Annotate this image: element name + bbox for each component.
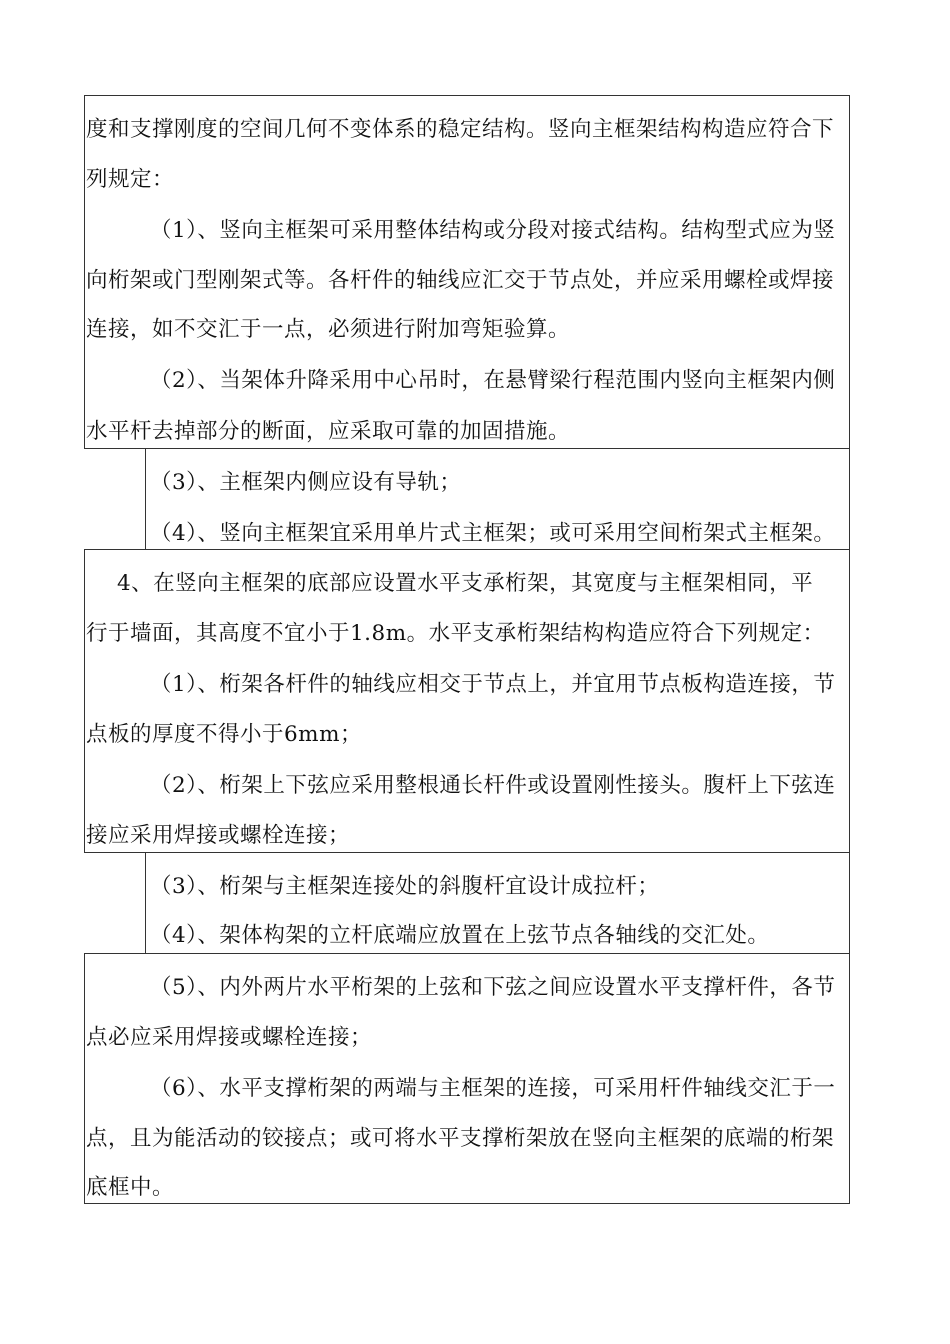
text-line: （3）、桁架与主框架连接处的斜腹杆宜设计成拉杆；	[150, 874, 660, 899]
text-line: 底框中。	[86, 1175, 175, 1200]
text-line: 行于墙面，其高度不宜小于1.8m。水平支承桁架结构构造应符合下列规定：	[86, 621, 825, 646]
text-line: 水平杆去掉部分的断面，应采取可靠的加固措施。	[86, 419, 571, 444]
text-line: （4）、竖向主框架宜采用单片式主框架；或可采用空间桁架式主框架。	[150, 521, 836, 546]
text-line: （1）、竖向主框架可采用整体结构或分段对接式结构。结构型式应为竖	[150, 218, 836, 243]
text-line: 度和支撑刚度的空间几何不变体系的稳定结构。竖向主框架结构构造应符合下	[86, 117, 835, 142]
text-line: （1）、桁架各杆件的轴线应相交于节点上，并宜用节点板构造连接，节	[150, 672, 836, 697]
text-line: （2）、桁架上下弦应采用整根通长杆件或设置刚性接头。腹杆上下弦连	[150, 773, 836, 798]
text-line: 点板的厚度不得小于6mm；	[86, 722, 362, 747]
text-line: （3）、主框架内侧应设有导轨；	[150, 470, 462, 495]
text-line: 列规定：	[86, 167, 175, 192]
text-line: 点，且为能活动的铰接点；或可将水平支撑桁架放在竖向主框架的底端的桁架	[86, 1126, 835, 1151]
text-line: （4）、架体构架的立杆底端应放置在上弦节点各轴线的交汇处。	[150, 923, 770, 948]
text-line: 接应采用焊接或螺栓连接；	[86, 823, 351, 848]
text-line: 连接，如不交汇于一点，必须进行附加弯矩验算。	[86, 317, 571, 342]
text-line: （2）、当架体升降采用中心吊时，在悬臂梁行程范围内竖向主框架内侧	[150, 368, 836, 393]
text-line: 点必应采用焊接或螺栓连接；	[86, 1025, 373, 1050]
text-line: （6）、水平支撑桁架的两端与主框架的连接，可采用杆件轴线交汇于一	[150, 1076, 836, 1101]
text-line: 向桁架或门型刚架式等。各杆件的轴线应汇交于节点处，并应采用螺栓或焊接	[86, 268, 835, 293]
text-line: （5）、内外两片水平桁架的上弦和下弦之间应设置水平支撑杆件，各节	[150, 975, 836, 1000]
text-line: 4、在竖向主框架的底部应设置水平支承桁架，其宽度与主框架相同，平	[117, 571, 814, 596]
